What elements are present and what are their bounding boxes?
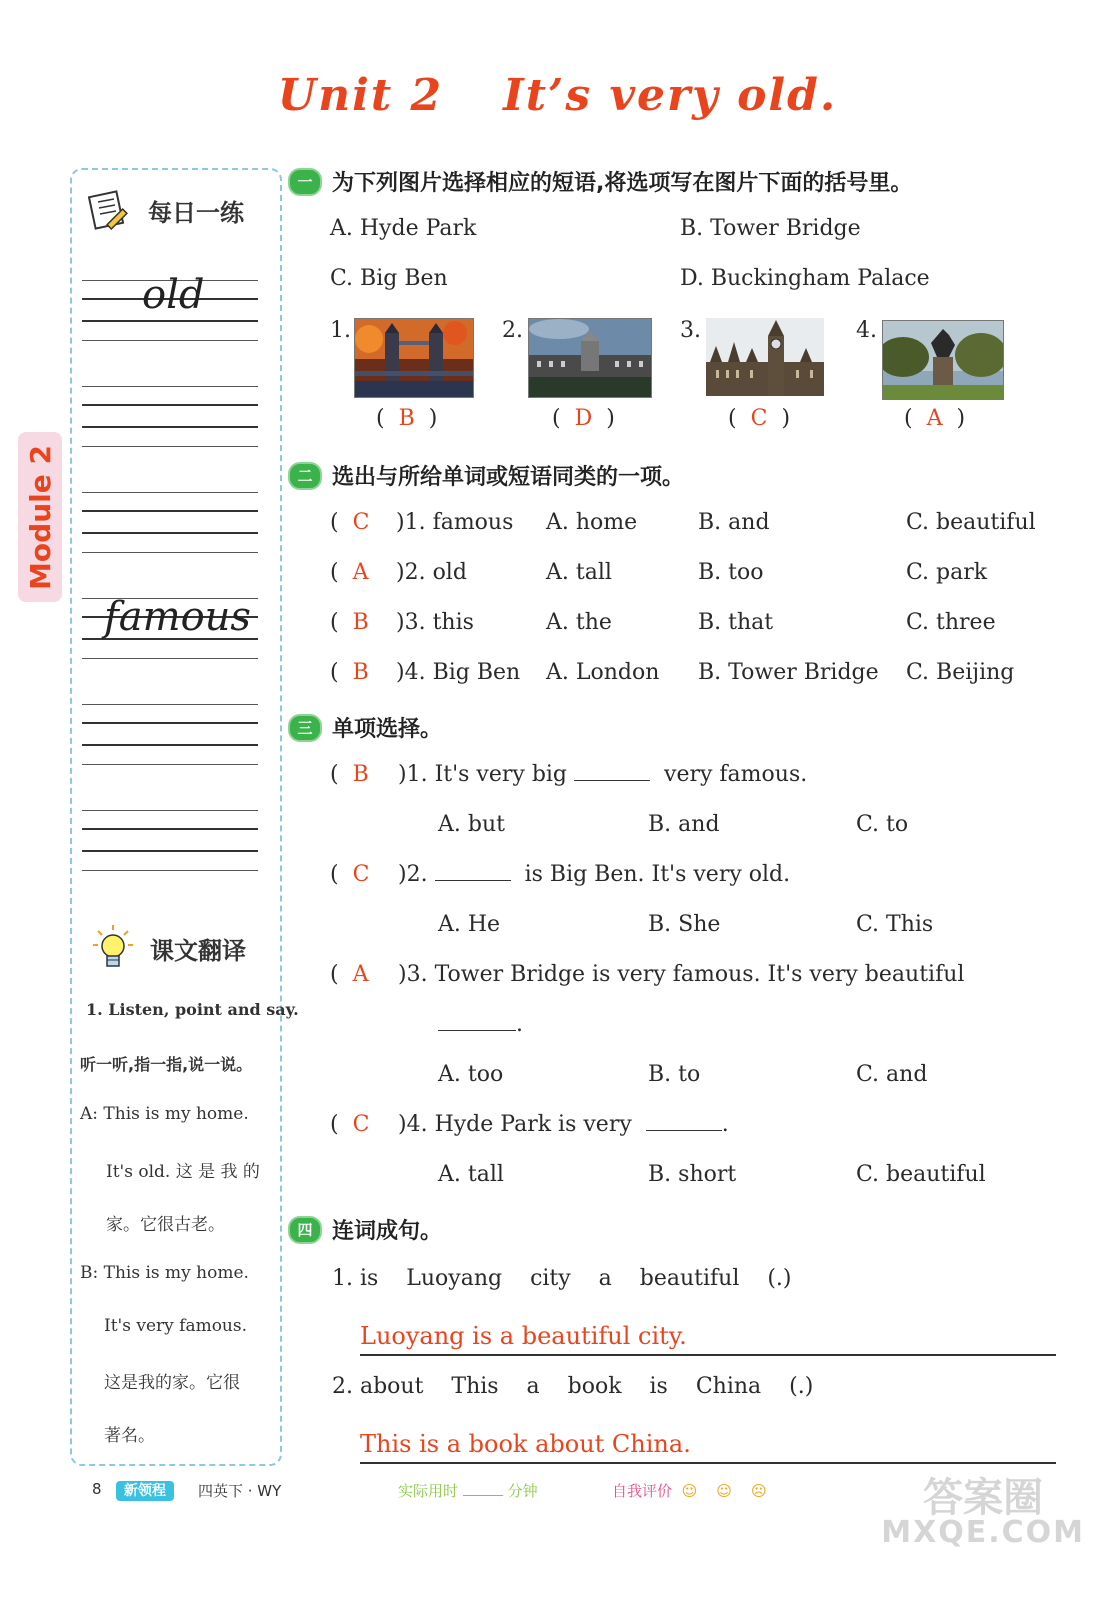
answer-blank[interactable] [438,1029,516,1031]
question-answer-bracket: ( C [330,862,370,887]
unit-label: Unit 2 [277,70,444,121]
section-4-heading: 连词成句。 [332,1219,443,1244]
notebook-pencil-icon [88,188,136,232]
answer-line[interactable] [360,1354,1056,1356]
translation-line: 1. Listen, point and say. [86,1000,299,1019]
answer-bracket: ( C ) [728,406,791,431]
section-2-header [288,460,684,491]
self-evaluation-label: 自我评价 [612,1482,673,1500]
translation-line: A: This is my home. [80,1104,249,1124]
answer-bracket: ( D ) [552,406,615,431]
choice-c: C. three [906,610,996,635]
practice-word-famous: famous [104,594,251,640]
time-spent [398,1480,538,1501]
picture-1-answer: B [398,406,415,431]
choice-a: A. but [438,812,505,837]
question-answer: A [352,962,369,987]
option-b: B. Tower Bridge [680,216,861,241]
picture-number: 3. [680,318,701,343]
time-blank[interactable] [463,1494,503,1496]
question-word: )4. Big Ben [396,660,521,685]
unit-name: It’s very old. [503,70,838,121]
time-label: 实际用时 [398,1482,459,1500]
question-word: )2. old [396,560,467,585]
question-answer-bracket: ( C [330,1112,370,1137]
question-stem: )1. It's very big [398,762,568,787]
choice-a: A. He [438,912,501,937]
time-unit: 分钟 [507,1482,538,1500]
question-text [438,1012,523,1037]
choice-c: C. to [856,812,909,837]
question-answer: A [352,560,369,585]
translation-line: 这是我的家。它很 [104,1373,240,1393]
section-3-header [288,712,442,743]
choice-a: A. home [546,510,638,535]
translation-line: 著名。 [104,1426,155,1446]
choice-b: B. and [648,812,720,837]
question-stem-end: is Big Ben. It's very old. [524,862,791,887]
picture-2-answer: D [574,406,593,431]
lightbulb-icon [90,923,136,973]
picture-number: 4. [856,318,877,343]
module-tab [18,432,62,602]
choice-a: A. tall [438,1162,504,1187]
choice-b: B. and [698,510,770,535]
brand-label: 新领程 [116,1481,174,1501]
question-stem: )4. Hyde Park is very [398,1112,632,1137]
written-answer: This is a book about China. [360,1430,691,1458]
question-stem-end: . [516,1012,523,1037]
section-1-header [288,166,912,197]
page-number: 8 [92,1480,102,1498]
practice-word-old: old [142,272,205,318]
translation-line: It's very famous. [104,1316,248,1336]
daily-practice-label: 每日一练 [148,198,244,227]
translation-header [90,920,246,976]
hyde-park-picture [882,320,1004,400]
picture-number: 2. [502,318,523,343]
section-number-badge: 二 [288,462,322,490]
question-stem-end: . [721,1112,729,1137]
question-word: )1. famous [396,510,514,535]
tower-bridge-picture [354,318,474,398]
choice-a: A. too [438,1062,504,1087]
answer-blank[interactable] [646,1129,722,1131]
question-answer: B [352,660,369,685]
smile-icon[interactable]: ☺ [681,1482,698,1500]
choice-c: C. and [856,1062,928,1087]
written-answer: Luoyang is a beautiful city. [360,1322,687,1350]
sad-face-icon[interactable]: ☹ [751,1482,767,1500]
question-text [398,762,807,787]
question-answer: B [352,762,369,787]
question-answer: C [352,862,370,887]
question-stem-end: very famous. [664,762,808,787]
answer-blank[interactable] [435,879,511,881]
translation-label: 课文翻译 [150,936,246,965]
choice-b: B. too [698,560,764,585]
choice-b: B. that [698,610,774,635]
question-answer-bracket: ( A [330,962,369,987]
section-2-heading: 选出与所给单词或短语同类的一项。 [332,465,685,490]
choice-a: A. the [546,610,612,635]
question-stem: )2. [398,862,428,887]
choice-b: B. She [648,912,721,937]
answer-blank[interactable] [574,779,650,781]
buckingham-palace-icon [529,319,651,397]
answer-bracket: ( B ) [376,406,438,431]
section-number-badge: 三 [288,714,322,742]
scrambled-words: 1. is Luoyang city a beautiful (.) [332,1266,792,1291]
watermark-url: MXQE.COM [881,1515,1085,1550]
watermark [881,1475,1085,1550]
translation-line: 听一听,指一指,说一说。 [80,1055,253,1074]
choice-b: B. to [648,1062,701,1087]
book-label: 四英下 · WY [198,1482,282,1500]
picture-number: 1. [330,318,351,343]
picture-4-answer: A [926,406,943,431]
question-word: )3. this [396,610,474,635]
choice-b: B. short [648,1162,737,1187]
section-4-header [288,1214,442,1245]
option-a: A. Hyde Park [330,216,477,241]
option-d: D. Buckingham Palace [680,266,930,291]
choice-c: C. park [906,560,988,585]
module-tab-label: Module 2 [23,444,57,590]
daily-practice-header [88,186,244,234]
self-evaluation [612,1480,767,1501]
translation-line: It's old. 这 是 我 的 [106,1162,260,1182]
big-ben-icon [706,318,824,396]
scrambled-words: 2. about This a book is China (.) [332,1374,814,1399]
question-answer: C [352,1112,370,1137]
big-ben-picture [706,318,824,396]
question-answer: B [352,610,369,635]
question-answer: C [352,510,370,535]
choice-b: B. Tower Bridge [698,660,879,685]
answer-bracket: ( A ) [904,406,966,431]
question-text [398,862,790,887]
hyde-park-statue-icon [883,321,1003,399]
section-number-badge: 一 [288,168,322,196]
page-title [0,70,1115,121]
watermark-logo: 答案圈 [923,1475,1044,1521]
answer-line[interactable] [360,1462,1056,1464]
brand-badge [116,1480,174,1500]
choice-c: C. beautiful [856,1162,986,1187]
choice-c: C. Beijing [906,660,1015,685]
question-stem: )3. Tower Bridge is very famous. It's very beautiful [398,962,965,987]
choice-c: C. beautiful [906,510,1036,535]
translation-line: 家。它很古老。 [106,1215,225,1235]
choice-c: C. This [856,912,934,937]
choice-a: A. tall [546,560,612,585]
option-c: C. Big Ben [330,266,448,291]
choice-a: A. London [546,660,660,685]
buckingham-palace-picture [528,318,652,398]
tower-bridge-icon [355,319,473,397]
question-text [398,1112,729,1137]
neutral-face-icon[interactable]: ☺ [716,1482,732,1500]
section-3-heading: 单项选择。 [332,717,443,742]
question-answer-bracket: ( B [330,762,369,787]
section-1-heading: 为下列图片选择相应的短语,将选项写在图片下面的括号里。 [332,171,913,196]
translation-line: B: This is my home. [80,1263,249,1283]
picture-3-answer: C [750,406,768,431]
section-number-badge: 四 [288,1216,322,1244]
